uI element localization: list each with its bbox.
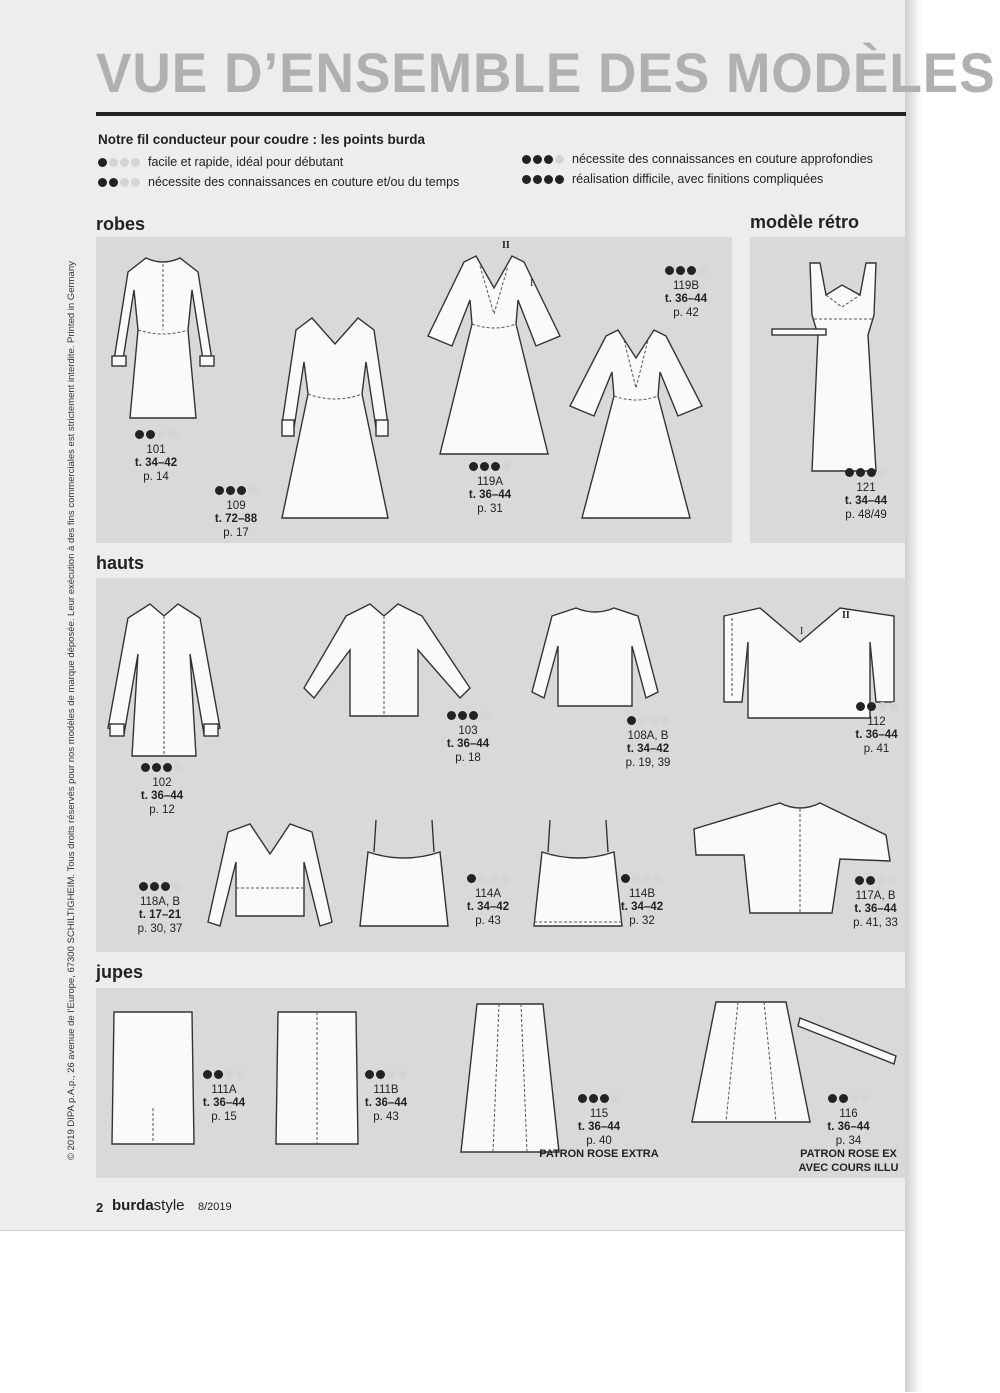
model-info-111a — [192, 1070, 256, 1124]
empty-dot — [889, 702, 898, 711]
sketch-blouse-103 — [300, 598, 475, 723]
brand-bold: burda — [112, 1197, 154, 1214]
model-sizes: t. 36–44 — [827, 1121, 870, 1133]
filled-dot — [215, 486, 224, 495]
empty-dot — [168, 430, 177, 439]
model-number: 111B — [373, 1083, 399, 1096]
model-number: 117A, B — [855, 889, 896, 902]
model-number: 109 — [226, 499, 246, 512]
model-info-112 — [848, 702, 905, 756]
empty-dot — [131, 158, 140, 167]
empty-dot — [878, 702, 887, 711]
empty-dot — [861, 1094, 870, 1103]
filled-dot — [555, 175, 564, 184]
empty-dot — [660, 716, 669, 725]
difficulty-dots — [828, 1094, 870, 1103]
model-sizes: t. 36–44 — [446, 738, 490, 750]
difficulty-dots — [578, 1094, 620, 1103]
pattern-note: PATRON ROSE EXTRA — [539, 1148, 659, 1160]
model-sizes: t. 34–42 — [134, 457, 178, 469]
difficulty-dots — [203, 1070, 245, 1079]
sketch-blouse-118 — [200, 818, 340, 933]
empty-dot — [555, 155, 564, 164]
model-sizes: t. 72–88 — [214, 513, 258, 525]
model-page: p. 40 — [586, 1134, 612, 1147]
model-page: p. 43 — [373, 1110, 399, 1123]
empty-dot — [157, 430, 166, 439]
model-info-111b — [354, 1070, 418, 1124]
sketch-dress-119b — [566, 322, 706, 522]
legend-heading: Notre fil conducteur pour coudre : les points burda — [98, 132, 426, 147]
filled-dot — [469, 462, 478, 471]
model-info-117 — [846, 876, 905, 930]
sketch-blouse-102 — [104, 598, 224, 763]
empty-dot — [643, 874, 652, 883]
model-page: p. 19, 39 — [625, 756, 671, 769]
page-number: 2 — [96, 1200, 104, 1215]
empty-dot — [174, 763, 183, 772]
section-title-hauts: hauts — [96, 553, 145, 573]
filled-dot — [665, 266, 674, 275]
model-page: p. 32 — [629, 914, 655, 927]
filled-dot — [522, 175, 531, 184]
difficulty-dots — [469, 462, 511, 471]
filled-dot — [480, 462, 489, 471]
sketch-top-108 — [528, 602, 663, 712]
model-page: p. 42 — [673, 306, 699, 319]
model-info-103 — [436, 711, 500, 765]
difficulty-dots — [621, 874, 663, 883]
model-info-114b — [610, 874, 674, 928]
back-view-mark: II — [842, 610, 850, 621]
model-info-119a — [460, 462, 520, 516]
difficulty-dots — [522, 175, 564, 184]
filled-dot — [578, 1094, 587, 1103]
filled-dot — [161, 882, 170, 891]
filled-dot — [365, 1070, 374, 1079]
filled-dot — [491, 462, 500, 471]
filled-dot — [522, 155, 531, 164]
filled-dot — [856, 702, 865, 711]
filled-dot — [458, 711, 467, 720]
empty-dot — [225, 1070, 234, 1079]
model-sizes: t. 36–44 — [855, 729, 898, 741]
empty-dot — [387, 1070, 396, 1079]
filled-dot — [676, 266, 685, 275]
legend-item-level-4 — [522, 172, 823, 186]
empty-dot — [632, 874, 641, 883]
filled-dot — [135, 430, 144, 439]
filled-dot — [376, 1070, 385, 1079]
model-page: p. 30, 37 — [137, 922, 183, 935]
model-number: 114A — [474, 887, 501, 900]
filled-dot — [152, 763, 161, 772]
model-number: 103 — [458, 724, 478, 737]
model-number: 101 — [146, 443, 166, 456]
model-sizes: t. 34–42 — [620, 901, 664, 913]
model-sizes: t. 36–44 — [468, 489, 512, 501]
model-info-116 — [792, 1094, 905, 1175]
filled-dot — [237, 486, 246, 495]
empty-dot — [398, 1070, 407, 1079]
filled-dot — [856, 468, 865, 477]
model-info-115 — [524, 1094, 674, 1162]
filled-dot — [203, 1070, 212, 1079]
empty-dot — [649, 716, 658, 725]
model-page: p. 31 — [477, 502, 503, 515]
filled-dot — [600, 1094, 609, 1103]
model-page: p. 43 — [475, 914, 501, 927]
empty-dot — [850, 1094, 859, 1103]
section-title-jupes: jupes — [96, 962, 144, 982]
filled-dot — [867, 468, 876, 477]
model-info-109 — [206, 486, 266, 540]
empty-dot — [131, 178, 140, 187]
model-page: p. 17 — [223, 526, 249, 539]
empty-dot — [654, 874, 663, 883]
model-number: 116 — [839, 1107, 858, 1120]
empty-dot — [120, 178, 129, 187]
legend-text: réalisation difficile, avec finitions compliquées — [572, 172, 824, 186]
pattern-note: PATRON ROSE EX — [800, 1148, 897, 1160]
model-number: 121 — [856, 481, 876, 494]
model-sizes: t. 17–21 — [138, 909, 182, 921]
pattern-note-line-2: AVEC COURS ILLU — [798, 1161, 899, 1174]
front-view-mark: I — [800, 626, 804, 637]
empty-dot — [502, 462, 511, 471]
filled-dot — [163, 763, 172, 772]
difficulty-dots — [856, 702, 898, 711]
difficulty-dots — [98, 178, 140, 187]
model-sizes: t. 36–44 — [140, 790, 184, 802]
empty-dot — [109, 158, 118, 167]
model-info-114a — [456, 874, 520, 928]
page-edge — [905, 0, 923, 1392]
model-number: 118A, B — [139, 895, 181, 908]
section-title-robes: robes — [96, 214, 146, 234]
sketch-dress-109 — [270, 312, 400, 522]
legend-text: nécessite des connaissances en couture et/ou du temps — [148, 175, 460, 189]
filled-dot — [98, 178, 107, 187]
empty-dot — [877, 876, 886, 885]
filled-dot — [544, 155, 553, 164]
model-number: 108A, B — [627, 729, 669, 742]
model-info-119b — [656, 266, 716, 320]
empty-dot — [698, 266, 707, 275]
model-info-108 — [612, 716, 684, 770]
difficulty-dots — [845, 468, 887, 477]
front-view-mark: I — [530, 278, 534, 289]
filled-dot — [141, 763, 150, 772]
filled-dot — [544, 175, 553, 184]
legend-text: nécessite des connaissances en couture approfondies — [572, 152, 873, 166]
filled-dot — [146, 430, 155, 439]
filled-dot — [109, 178, 118, 187]
difficulty-dots — [365, 1070, 407, 1079]
empty-dot — [611, 1094, 620, 1103]
difficulty-dots — [447, 711, 489, 720]
model-page: p. 14 — [143, 470, 169, 483]
model-sizes: t. 36–44 — [664, 293, 708, 305]
sketch-camisole-114a — [354, 816, 454, 934]
difficulty-dots — [665, 266, 707, 275]
model-number: 102 — [152, 776, 172, 789]
filled-dot — [866, 876, 875, 885]
model-number: 112 — [867, 715, 886, 728]
model-number: 115 — [589, 1107, 609, 1120]
difficulty-dots — [627, 716, 669, 725]
model-sizes: t. 36–44 — [577, 1121, 621, 1133]
filled-dot — [214, 1070, 223, 1079]
model-page: p. 41, 33 — [853, 916, 898, 929]
empty-dot — [120, 158, 129, 167]
model-sizes: t. 34–42 — [466, 901, 510, 913]
model-number: 114B — [628, 887, 655, 900]
sketch-dress-121 — [770, 255, 900, 480]
model-sizes: t. 34–44 — [844, 495, 888, 507]
empty-dot — [172, 882, 181, 891]
filled-dot — [150, 882, 159, 891]
model-page: p. 41 — [863, 742, 890, 755]
filled-dot — [533, 175, 542, 184]
difficulty-dots — [522, 155, 564, 164]
legend-item-level-3 — [522, 152, 873, 166]
issue-number: 8/2019 — [198, 1201, 232, 1213]
filled-dot — [98, 158, 107, 167]
model-page: p. 34 — [835, 1134, 862, 1147]
model-info-121 — [834, 468, 898, 522]
difficulty-dots — [98, 158, 140, 167]
legend-item-level-2 — [98, 175, 459, 189]
empty-dot — [500, 874, 509, 883]
brand-light: style — [153, 1197, 185, 1214]
filled-dot — [867, 702, 876, 711]
sketch-dress-101 — [108, 250, 218, 430]
model-sizes: t. 34–42 — [626, 743, 670, 755]
model-page: p. 48/49 — [845, 508, 887, 521]
model-info-101 — [126, 430, 186, 484]
sketch-skirt-111a — [108, 1008, 198, 1148]
difficulty-dots — [467, 874, 509, 883]
legend-text: facile et rapide, idéal pour débutant — [148, 155, 344, 169]
section-title-retro: modèle rétro — [750, 212, 860, 232]
difficulty-dots — [855, 876, 897, 885]
filled-dot — [621, 874, 630, 883]
brand-logo — [112, 1197, 185, 1214]
model-info-102 — [130, 763, 194, 817]
filled-dot — [226, 486, 235, 495]
scan-margin — [0, 1230, 905, 1393]
difficulty-dots — [215, 486, 257, 495]
filled-dot — [589, 1094, 598, 1103]
empty-dot — [236, 1070, 245, 1079]
difficulty-dots — [139, 882, 181, 891]
model-page: p. 18 — [455, 751, 481, 764]
empty-dot — [638, 716, 647, 725]
empty-dot — [248, 486, 257, 495]
model-info-118 — [128, 882, 192, 936]
empty-dot — [489, 874, 498, 883]
filled-dot — [447, 711, 456, 720]
model-number: 111A — [211, 1083, 237, 1096]
filled-dot — [845, 468, 854, 477]
title-rule — [96, 112, 906, 116]
empty-dot — [888, 876, 897, 885]
empty-dot — [480, 711, 489, 720]
filled-dot — [839, 1094, 848, 1103]
sketch-skirt-111b — [272, 1008, 362, 1148]
difficulty-dots — [135, 430, 177, 439]
sketch-dress-119a — [424, 248, 564, 458]
model-page: p. 12 — [149, 803, 175, 816]
filled-dot — [533, 155, 542, 164]
model-page: p. 15 — [211, 1110, 237, 1123]
filled-dot — [139, 882, 148, 891]
legend-item-level-1 — [98, 155, 343, 169]
copyright-vertical-text: © 2019 DIPA p.A.p., 26 avenue de l’Europe, 67300 SCHILTIGHEIM. Tous droits réservés pour nos modèles de marque déposée. Leur exécution à des fins commerciales est strictement interdite. Printed in Germany — [66, 261, 77, 1160]
model-number: 119A — [476, 475, 503, 488]
sketch-tie-belt-116 — [796, 1012, 900, 1072]
model-sizes: t. 36–44 — [202, 1097, 246, 1109]
filled-dot — [687, 266, 696, 275]
filled-dot — [469, 711, 478, 720]
filled-dot — [467, 874, 476, 883]
filled-dot — [828, 1094, 837, 1103]
page-title: VUE D’ENSEMBLE DES MODÈLES — [96, 41, 996, 104]
empty-dot — [878, 468, 887, 477]
empty-dot — [478, 874, 487, 883]
model-number: 119B — [672, 279, 699, 292]
model-sizes: t. 36–44 — [364, 1097, 408, 1109]
model-sizes: t. 36–44 — [854, 903, 897, 915]
filled-dot — [627, 716, 636, 725]
back-view-mark: II — [502, 240, 510, 251]
difficulty-dots — [141, 763, 183, 772]
filled-dot — [855, 876, 864, 885]
